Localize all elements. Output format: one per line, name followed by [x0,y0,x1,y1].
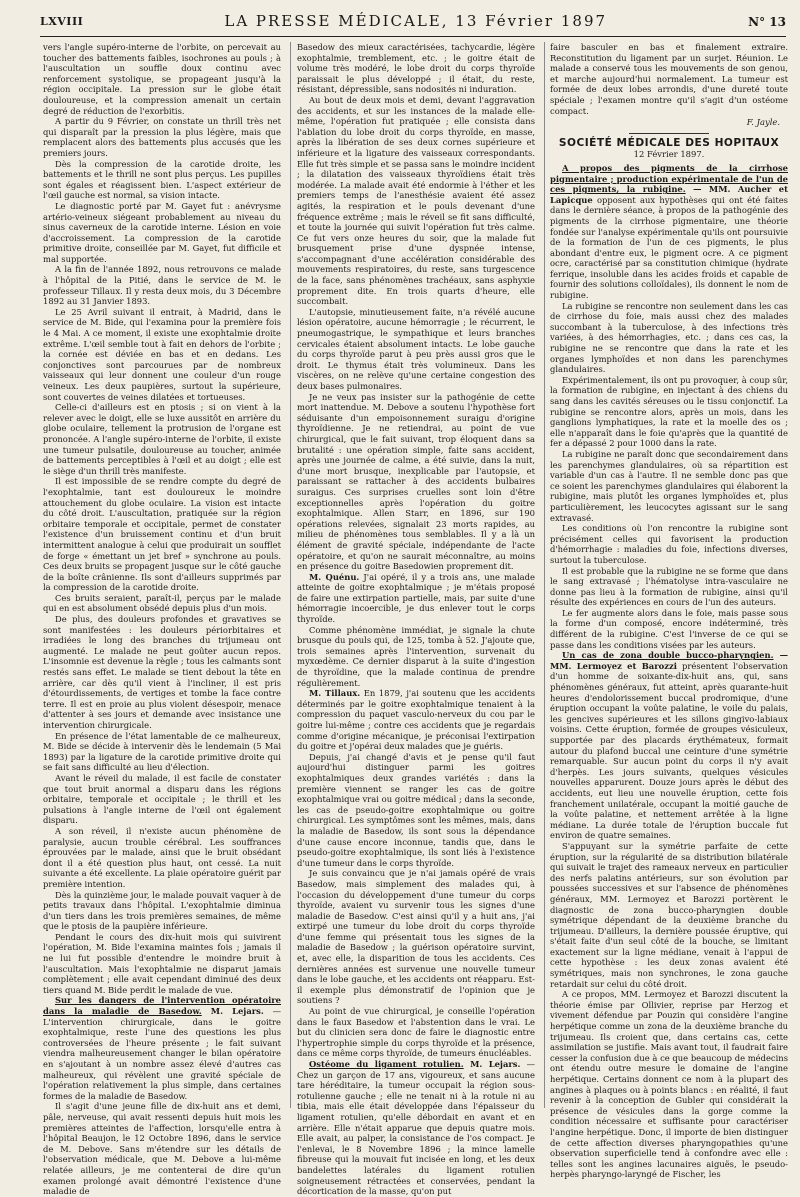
paragraph: Le diagnostic porté par M. Gayet fut : anévrysme artério-veineux siégeant probablement au niveau du sinus caverneux de la carotide interne. Lésion en voie d'accroissement. La compression de la carotide primitive droite, conseillée par M. Gayet, fut difficile et mal supportée. [43,200,281,264]
paragraph: Il est impossible de se rendre compte du degré de l'exophtalmie, tant est douloureux le moindre attouchement du globe oculaire. La vision est intacte du côté droit. L'auscultation, pratiquée sur la région orbitaire temporale et occipitale, permet de constater l'existence d'un bruissement continu et d'un bruit intermittent analogue à celui que produirait un soufflet de forge « émettant un jet bref » synchrone au pouls. Ces deux bruits se propagent jusque sur le côté gauche de la boîte crânienne. Ils sont d'ailleurs supprimés par la compression de la carotide droite. [43,476,281,593]
paragraph: La rubigine se rencontre non seulement dans les cas de cirrhose du foie, mais aussi chez des malades succombant à la tuberculose, à des infections très variées, à des hémorrhagies, etc. ; dans ces cas, la rubigine ne se rencontre que dans la rate et les organes lymphoïdes et non dans les parenchymes glandulaires. [550,300,788,375]
column-3 [550,42,788,1180]
page-folio: LXVIII [40,15,84,28]
paragraph: Ces bruits seraient, paraît-il, perçus par le malade qui en est absolument obsédé depuis plus d'un mois. [43,592,281,614]
column-divider-2 [544,42,545,1108]
article-text: — Chez un garçon de 17 ans, vigoureux, et sans aucune tare héréditaire, la tumeur occupait la région sous-rotulienne gauche ; elle ne tenait ni à la rotule ni au tibia, mais elle était développée dans l'épaisseur du ligament rotulien, qu'elle débordait en avant et en arrière. Elle n'était apparue que depuis quatre mois. Elle avait, au palper, la consistance de l'os compact. Je l'enlevai, le 8 Novembre 1896 ; la mince lamelle fibreuse qui la mouvait fut incisée en long, et les deux bandelettes latérales du ligament rotulien soigneusement rétractées et conservées, pendant la décortication de la masse, qu'on put [297,1059,535,1197]
paragraph: S'appuyant sur la symétrie parfaite de cette éruption, sur la régularité de sa distribution bilatérale qui suivait le trajet des rameaux nerveux en particulier des nerfs palatins antérieurs, sur son évolution par poussées successives et sur l'absence de phénomènes généraux, MM. Lermoyez et Barozzi portèrent le diagnostic de zona bucco-pharyngien double symétrique dépendant de la deuxième branche du trijumeau. D'ailleurs, la dernière poussée éruptive, qui s'était faite d'un seul côté de la bouche, se limitant exactement sur la ligne médiane, venait à l'appui de cette hypothèse : les deux zonas avaient été symétriques, mais non synchrones, le zona gauche retardait sur celui du côté droit. [550,840,788,989]
header-rule [40,36,786,37]
paragraph: L'autopsie, minutieusement faite, n'a révélé aucune lésion opératoire, aucune hémorragie ; le récurrent, le pneumogastrique, le sympathique et leurs branches cervicales étaient absolument intacts. Le lobe gauche du corps thyroïde parut à peu près aussi gros que le droit. Le thymus était très volumineux. Dans les viscères, on ne relève qu'une certaine congestion des deux bases pulmonaires. [297,306,535,391]
issue-number: N° 13 [748,15,786,29]
paragraph: vers l'angle supéro-interne de l'orbite, on percevait au toucher des battements faibles, isochrones au pouls ; à l'auscultation un souffle doux continu avec renforcement systolique, se propageant jusqu'à la région occipitale. La pression sur le globe était douloureuse, et la compression amenait un certain degré de réduction de l'exorbitis. [43,42,281,116]
signature: F. Jayle. [746,117,780,128]
paragraph: Comme phénomène immédiat, je signale la chute brusque du pouls qui, de 125, tomba à 52. J'ajoute que, trois semaines après l'intervention, survenait du myxœdème. Ce dernier disparut à la suite d'ingestion de thyroïdine, que la malade continua de prendre régulièrement. [297,624,535,688]
paragraph: Au bout de deux mois et demi, devant l'aggravation des accidents, et sur les instances de la malade elle-même, l'opération fut pratiquée ; elle consista dans l'ablation du lobe droit du corps thyroïde, en masse, après la libération de ses deux cornes supérieure et inférieure et la ligature des vaisseaux correspondants. Elle fut très simple et se passa sans le moindre incident ; la dilatation des vaisseaux thyroïdiens était très modérée. La malade avait été endormie à l'éther et les premiers temps de l'anesthésie avaient été assez agités, la respiration et le pouls devenant d'une fréquence extrême ; mais le réveil se fit sans difficulté, et toute la journée qui suivit l'opération fut très calme. Ce fut vers onze heures du soir, que la malade fut brusquement prise d'une dyspnée intense, s'accompagnant d'une accélération considérable des mouvements respiratoires, du reste, sans turgescence de la face, sans phénomènes trachéaux, sans asphyxie proprement dite. En trois quarts d'heure, elle succombait. [297,94,535,307]
speaker-paragraph [297,572,535,625]
speaker-paragraph [297,688,535,752]
section-title: SOCIÉTÉ MÉDICALE DES HOPITAUX [558,136,780,149]
column-2 [297,42,536,1197]
article-heading: Sur les dangers de l'intervention opératoire dans la maladie de Basedow. [43,995,281,1017]
paragraph: En présence de l'état lamentable de ce malheureux, M. Bide se décide à intervenir dès le lendemain (5 Mai 1893) par la ligature de la carotide primitive droite qui se fait sans difficulté au lieu d'élection. [43,730,281,773]
paragraph: A la fin de l'année 1892, nous retrouvons ce malade à l'hôpital de la Pitié, dans le service de M. le professeur Tillaux. Il y resta deux mois, du 3 Décembre 1892 au 31 Janvier 1893. [43,264,281,307]
paragraph: Je ne veux pas insister sur la pathogénie de cette mort inattendue. M. Debove a soutenu l'hypothèse fort séduisante d'un empoisonnement suraigu d'origine thyroïdienne. Je ne retiendrai, au point de vue chirurgical, que le fait suivant, trop éloquent dans sa brutalité : une opération simple, faite sans accident, après une journée de calme, a été suivie, dans la nuit, d'une mort brusque, inexplicable par l'autopsie, et paraissant se rattacher à des accidents bulbaires suraigus. Ces surprises cruelles sont loin d'être exceptionnelles après l'opération du goitre exophtalmique. Allen Starr, en 1896, sur 190 opérations relevées, signalait 23 morts rapides, au milieu de phénomènes tous semblables. Il y a là un élément de gravité spéciale, indépendante de l'acte opératoire, et qu'on ne saurait méconnaître, au moins en présence du goitre Basedowien proprement dit. [297,391,535,572]
paragraph: Le 25 Avril suivant il entrait, à Madrid, dans le service de M. Bide, qui l'examina pour la première fois le 4 Mai. A ce moment, il existe une exophtalmie droite extrême. L'œil semble tout à fait en dehors de l'orbite ; la cornée est déviée en bas et en dedans. Les conjonctives sont parcourues par de nombreux vaisseaux qui leur donnent une couleur d'un rouge veineux. Les deux paupières, surtout la supérieure, sont couvertes de veines dilatées et tortueuses. [43,306,281,402]
paragraph: Le fer augmente alors dans le foie, mais passe sous la forme d'un composé, encore indéterminé, très différent de la rubigine. C'est l'inverse de ce qui se passe dans les conditions visées par les auteurs. [550,607,788,650]
paragraph: Je suis convaincu que je n'ai jamais opéré de vrais Basedow, mais simplement des malades qui, à l'occasion du développement d'une tumeur du corps thyroïde, avaient vu survenir tous les signes d'une maladie de Basedow. C'est ainsi qu'il y a huit ans, j'ai extirpé une tumeur du lobe droit du corps thyroïde d'une femme qui présentait tous les signes de la maladie de Basedow ; la guérison opératoire survint, et, avec elle, la disparition de tous les accidents. Ces dernières années est survenue une nouvelle tumeur dans le lobe gauche, et les accidents ont réapparu. Est-il exemple plus démonstratif de l'opinion que je soutiens ? [297,868,535,1006]
section-separator [629,133,709,134]
article-paragraph [550,650,788,841]
paragraph: La rubigine ne paraît donc que secondairement dans les parenchymes glandulaires, où sa répartition est variable d'un cas à l'autre. Il ne semble donc pas que ce soient les parenchymes glandulaires qui élaborent la rubigine, mais plutôt les organes lymphoïdes et, plus particulièrement, les leucocytes agissant sur le sang extravasé. [550,448,788,523]
article-text: opposent aux hypothèses qui ont été faites dans le dernière séance, à propos de la pathogénie des pigments de la cirrhose pigmentaire, une théorie fondée sur l'analyse expérimentale qu'ils ont poursuivie de la formation de l'un de ces pigments, le plus abondant d'entre eux, le pigment ocre. A ce pigment ocre, caractérisé par sa constitution chimique (hydrate ferrique, insoluble dans les acides froids et capable de fournir des solutions colloïdales), ils donnent le nom de rubigine. [550,194,788,301]
journal-title: LA PRESSE MÉDICALE, 13 Février 1897 [224,12,608,30]
paragraph: Avant le réveil du malade, il est facile de constater que tout bruit anormal a disparu dans les régions orbitaire, temporale et occipitale ; le thrill et les pulsations à l'angle interne de l'œil ont également disparu. [43,772,281,826]
paragraph: A partir du 9 Février, on constate un thrill très net qui disparaît par la pression la plus légère, mais que remplacent alors des battements plus accusés que les premiers jours. [43,116,281,158]
section-date: 12 Février 1897. [633,149,705,160]
column-divider-1 [290,42,291,1108]
article-author: M. Lejars. [201,1006,264,1017]
paragraph: Pendant le cours des dix-huit mois qui suivirent l'opération, M. Bide l'examina maintes fois ; jamais il ne lui fut possible d'entendre le moindre bruit à l'auscultation. Mais l'exophtalmie ne disparut jamais complètement ; elle avait cependant diminué des deux tiers quand M. Bide perdit le malade de vue. [43,931,281,995]
column-1 [43,42,281,1197]
article-author: — MM. Lermoyez et Barozzi [550,650,788,671]
article-paragraph [43,995,281,1101]
paragraph: Il s'agit d'une jeune fille de dix-huit ans et demi, pâle, nerveuse, qui avait ressenti depuis huit mois les premières atteintes de l'affection, lorsqu'elle entra à l'hôpital Beaujon, le 12 Octobre 1896, dans le service de M. Debove. Sans m'étendre sur les détails de l'observation médicale, que M. Debove a lui-même relatée ailleurs, je me contenterai de dire qu'un examen prolongé avait démontré l'existence d'une maladie de [43,1101,281,1197]
paragraph: faire basculer en bas et finalement extraire. Reconstitution du ligament par un surjet. Réunion. Le malade a conservé tous les mouvements de son genou, et marche aujourd'hui normalement. La tumeur est formée de deux lobes arrondis, d'une dureté toute spéciale ; l'examen montre qu'il s'agit d'un ostéome compact. [550,42,788,116]
page-header [0,0,800,36]
paragraph: Depuis, j'ai changé d'avis et je pense qu'il faut aujourd'hui distinguer parmi les goitres exophtalmiques deux grandes variétés : dans la première viennent se ranger les cas de goitre exophtalmique vrai ou goitre médical ; dans la seconde, les cas de pseudo-goitre exophtalmique ou goitre chirurgical. Les symptômes sont les mêmes, mais, dans la maladie de Basedow, ils sont sous la dépendance d'une cause encore inconnue, tandis que, dans le pseudo-goitre exophtalmique, ils sont liés à l'existence d'une tumeur dans le corps thyroïde. [297,751,535,868]
paragraph: A ce propos, MM. Lermoyez et Barozzi discutent la théorie émise par Ollivier, reprise par Herzog et vivement défendue par Pouzin qui considère l'angine herpétique comme un zona de la deuxième branche du trijumeau. Ils croient que, dans certains cas, cette assimilation se justifie. Mais avant tout, il faudrait faire cesser la confusion due à ce que beaucoup de médecins ont étendu outre mesure le domaine de l'angine herpétique. Certains donnent ce nom à la plupart des angines à plaques ou à points blancs : en réalité, il faut revenir à la conception de Gubler qui considérait la présence de vésicules dans la gorge comme la condition nécessaire et suffisante pour caractériser l'angine herpétique. Donc, il importe de bien distinguer de cette affection diverses pharyngopathies qu'une observation superficielle tend à confondre avec elle : telles sont les angines lacunaires aiguës, le pseudo-herpès pharyngo-laryngé de Fischer, les [550,989,788,1180]
paragraph: De plus, des douleurs profondes et gravatives se sont manifestées : les douleurs périorbitaires et irradiées le long des branches du trijumeau ont augmenté. Le malade ne peut goûter aucun repos. L'insomnie est devenue la règle ; tous les calmants sont restés sans effet. Le malade se tient debout la tête en arrière, car dès qu'il vient à l'incliner, il est pris d'étourdissements, de vertiges et tombe la face contre terre. Il est en proie au plus violent désespoir, menace d'attenter à ses jours et demande avec insistance une intervention chirurgicale. [43,614,281,730]
article-heading: A propos des pigments de la cirrhose pigmentaire ; production expérimentale de l'un de ces pigments, la rubigine. [550,162,788,195]
article-author: — MM. Aucher et Lapicque [550,184,788,205]
article-author: M. Lejars. [463,1059,521,1069]
paragraph: Au point de vue chirurgical, je conseille l'opération dans le faux Basedow et l'abstention dans le vrai. Le but du clinicien sera donc de faire le diagnostic entre l'hypertrophie simple du corps thyroïde et la présence, dans ce même corps thyroïde, de tumeurs énucléables. [297,1006,535,1059]
speaker-text: En 1879, j'ai soutenu que les accidents déterminés par le goitre exophtalmique tenaient à la compression du paquet vasculo-nerveux du cou par le goitre lui-même ; contre ces accidents que je regardais comme d'origine mécanique, je préconisai l'extirpation du goitre et j'opérai deux malades que je guéris. [297,688,536,752]
speaker-name: M. Quénu. [309,571,360,582]
article-heading: Un cas de zona double bucco-pharyngien. [562,650,774,661]
paragraph: Il est probable que la rubigine ne se forme que dans le sang extravasé ; l'hématolyse intra-vasculaire ne donne pas lieu à la formation de rubigine, ainsi qu'il résulte des expériences en cours de l'un des auteurs. [550,565,788,608]
article-paragraph [297,1059,535,1197]
paragraph: Expérimentalement, ils ont pu provoquer, à coup sûr, la formation de rubigine, en injectant à des chiens du sang dans les cavités séreuses ou le tissu conjonctif. La rubigine se rencontre alors, après un mois, dans les ganglions lymphatiques, la rate et la moelle des os ; elle n'apparaît dans le foie qu'après que la quantité de fer a dépassé 2 pour 1000 dans la rate. [550,374,788,449]
paragraph: Dès la compression de la carotide droite, les battements et le thrill ne sont plus perçus. Les pupilles sont égales et réagissent bien. L'aspect extérieur de l'œil gauche est normal, sa vision intacte. [43,158,281,201]
article-text: — L'intervention chirurgicale, dans le goitre exophtalmique, reste l'une des questions les plus controversées de l'heure présente ; le fait suivant viendra malheureusement changer le bilan opératoire en s'ajoutant à un nombre assez élevé d'autres cas malheureux, qui révèlent une gravité spéciale de l'opération relativement la plus simple, dans certaines formes de la maladie de Basedow. [43,1006,281,1101]
paragraph: Dès la quinzième jour, le malade pouvait vaquer à de petits travaux dans l'hôpital. L'exophtalmie diminua d'un tiers dans les trois premières semaines, de même que le ptosis de la paupière inférieure. [43,889,281,932]
article-paragraph [550,163,788,301]
speaker-text: J'ai opéré, il y a trois ans, une malade atteinte de goitre exophtalmique ; je m'étais proposé de faire une extirpation partielle, mais, par suite d'une hémorragie incoercible, je dus enlever tout le corps thyroïde. [297,571,535,625]
paragraph: Les conditions où l'on rencontre la rubigine sont précisément celles qui favorisent la production d'hémorrhagie : maladies du foie, infections diverses, surtout la tuberculose. [550,523,788,565]
speaker-name: M. Tillaux. [309,688,361,699]
paragraph: Basedow des mieux caractérisées, tachycardie, légère exophtalmie, tremblement, etc. ; le goitre était de volume très modéré, le lobe droit du corps thyroïde paraissait le plus développé ; il était, du reste, résistant, dépressible, sans nodosités ni induration. [297,42,535,95]
paragraph: A son réveil, il n'existe aucun phénomène de paralysie, aucun trouble cérébral. Les souffrances éprouvées par le malade, ainsi que le bruit obsédant dont il a été question plus haut, ont cessé. La nuit suivante a été excellente. La plaie opératoire guérit par première intention. [43,825,281,889]
paragraph: Celle-ci d'ailleurs est en ptosis ; si on vient à la relever avec le doigt, elle se luxe aussitôt en arrière du globe oculaire, tellement la protrusion de l'organe est prononcée. A l'angle supéro-interne de l'orbite, il existe une tumeur pulsatile, douloureuse au toucher, animée de battements perceptibles à l'œil et au doigt ; elle est le siège d'un thrill très manifeste. [43,402,281,476]
article-text: présentent l'observation d'un homme de soixante-dix-huit ans, qui, sans phénomènes généraux, fut atteint, après quarante-huit heures d'endolorissement buccal prodromique, d'une éruption occupant la voûte palatine, le voile du palais, les gencives supérieures et les sillons gingivo-labiaux voisins. Cette éruption, formée de groupes vésiculeux, supportée par des placards érythémateux, formait autour du plafond buccal une ceinture d'une symétrie remarquable. Sur aucun point du corps il n'y avait d'herpès. Les jours suivants, quelques vésicules nouvelles apparurent. Douze jours après le début des accidents, eut lieu une nouvelle éruption, cette fois franchement unilatérale, occupant la moitié gauche de la voûte palatine, et nettement arrêtée à la ligne médiane. La durée totale de l'éruption buccale fut environ de quatre semaines. [550,660,788,841]
article-heading: Ostéome du ligament rotulien. [309,1059,464,1069]
